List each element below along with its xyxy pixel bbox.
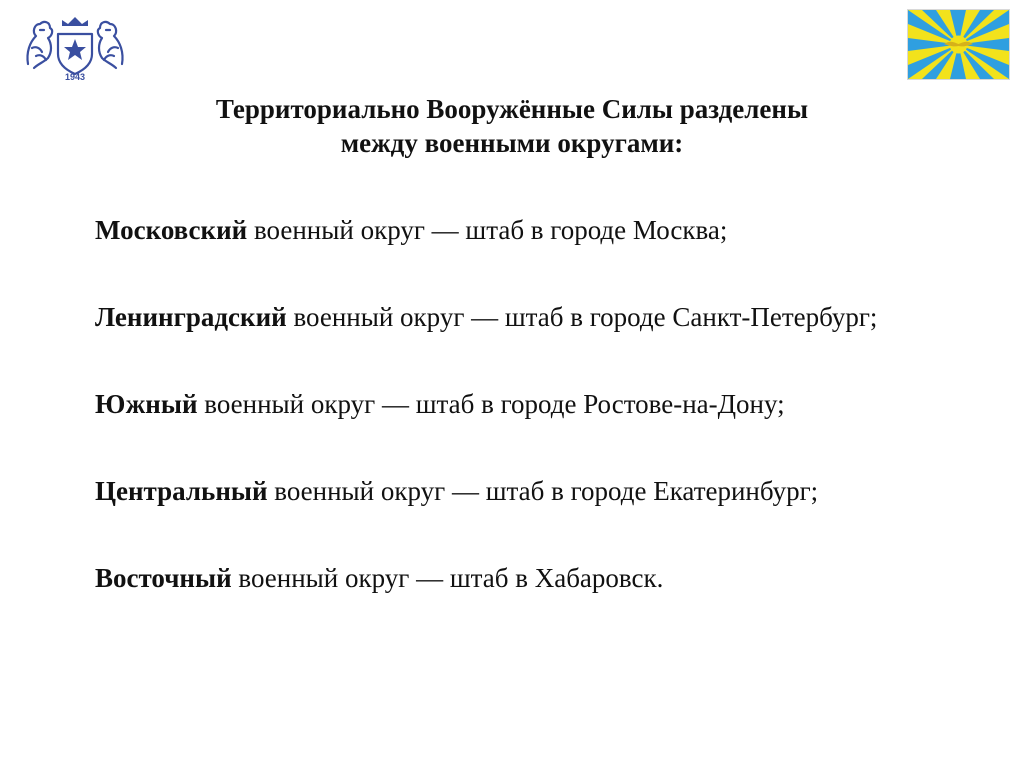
district-description: военный округ — штаб в городе Ростове-на-Дону;	[197, 389, 785, 419]
air-force-flag-icon	[907, 9, 1010, 80]
district-item-eastern	[95, 559, 913, 597]
district-name: Восточный	[95, 563, 232, 593]
district-description: военный округ — штаб в городе Санкт-Петербург;	[286, 302, 878, 332]
district-name: Южный	[95, 389, 198, 419]
district-item-moscow	[95, 211, 913, 249]
district-list	[95, 211, 913, 646]
district-item-leningrad	[95, 298, 913, 336]
slide-title	[110, 92, 914, 160]
district-description: военный округ — штаб в городе Москва;	[247, 215, 728, 245]
slide-title-line-2: между военными округами:	[340, 128, 684, 158]
district-description: военный округ — штаб в Хабаровск.	[231, 563, 664, 593]
logo-year: 1943	[64, 72, 86, 82]
district-name: Московский	[95, 215, 248, 245]
district-description: военный округ — штаб в городе Екатеринбург;	[267, 476, 819, 506]
district-item-central	[95, 472, 913, 510]
district-item-southern	[95, 385, 913, 423]
district-name: Ленинградский	[95, 302, 287, 332]
district-name: Центральный	[95, 476, 268, 506]
slide-title-line-1: Территориально Вооружённые Силы разделены	[215, 94, 809, 124]
university-logo	[22, 12, 128, 84]
